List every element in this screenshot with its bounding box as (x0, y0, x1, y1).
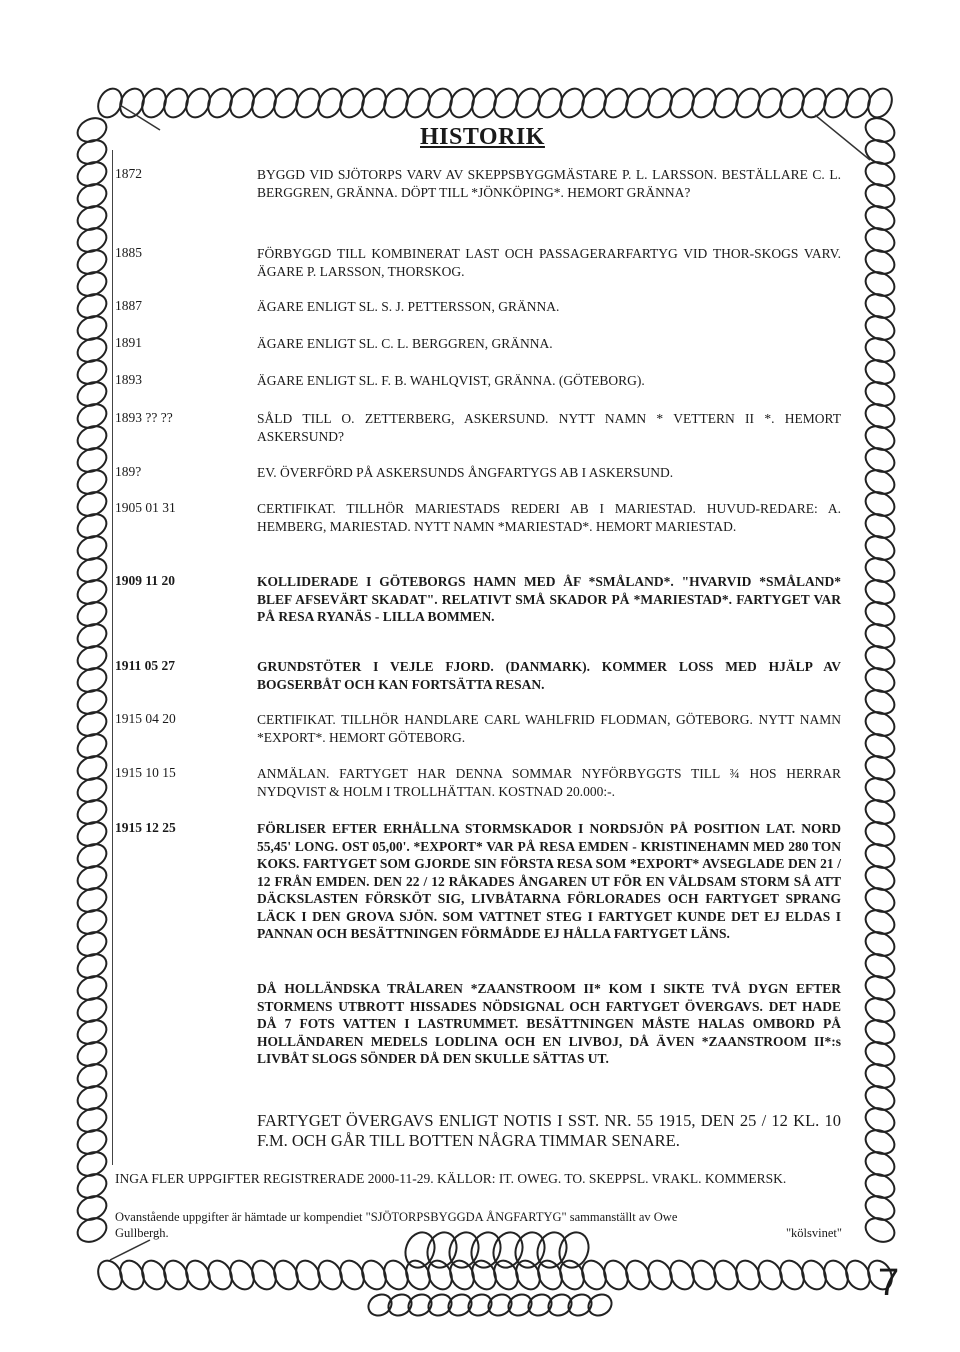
entry-text: SÅLD TILL O. ZETTERBERG, ASKERSUND. NYTT NAMN * VETTERN II *. HEMORT ASKERSUND? (257, 411, 841, 444)
entry-date: 1915 12 25 (115, 820, 176, 835)
credit-line: Ovanstående uppgifter är hämtade ur kompendiet "SJÖTORPSBYGGDA ÅNGFARTYG" sammanställt av Owe (115, 1210, 678, 1224)
entry-date: 1887 (115, 298, 142, 313)
page-title: HISTORIK (420, 124, 545, 150)
entry-text: FÖRLISER EFTER ERHÅLLNA STORMSKADOR I NORDSJÖN PÅ POSITION LAT. NORD 55,45' LONG. OST 05,00'. *EXPORT* VAR PÅ RESA EMDEN - KRISTINEHAMN MED 280 TON KOKS. FARTYGET SOM GJORDE SIN FÖRSTA RESA SOM *EXPORT* AVSEGLADE DEN 21 / 12 FRÅN EMDEN. DEN 22 / 12 RÅKADES ÅNGAREN UT FÖR EN VÅLDSAM STORM SÅ ATT DÄCKSLASTEN FÖRSKÖT SIG, LIVBÅTARNA FÖRLORADES OCH FARTYGET SPRANG LÄCK I DEN GROVA SJÖN. SOM VATTNET STEG I FARTYGET KUNDE DET EJ ELDAS I PANNAN OCH BESÄTTNINGEN FÖRMÅDDE EJ HÅLLA FARTYGET LÄNS. (257, 821, 841, 941)
entry-date: 1893 ?? ?? (115, 410, 173, 425)
credit-name: Gullbergh. (115, 1226, 169, 1240)
entry-text: KOLLIDERADE I GÖTEBORGS HAMN MED ÅF *SMÅLAND*. "HVARVID *SMÅLAND* BLEF AFSEVÄRT SKADAT". RELATIVT SMÅ SKADOR PÅ *MARIESTAD*. FARTYGET VAR PÅ RESA RYANÄS - LILLA BOMMEN. (257, 574, 841, 624)
entry-date: 1885 (115, 245, 142, 260)
entry-date: 1905 01 31 (115, 500, 176, 515)
entry-date: 189? (115, 464, 142, 479)
entry-date: 1872 (115, 166, 142, 181)
page-number: 7 (878, 1262, 900, 1304)
entry-text: EV. ÖVERFÖRD PÅ ASKERSUNDS ÅNGFARTYGS AB I ASKERSUND. (257, 465, 674, 480)
credit-nickname: "kölsvinet" (785, 1226, 842, 1240)
entry-date: 1893 (115, 372, 142, 387)
entry-text: GRUNDSTÖTER I VEJLE FJORD. (DANMARK). KOMMER LOSS MED HJÄLP AV BOGSERBÅT OCH KAN FORTSÄTTA RESAN. (257, 659, 841, 692)
entry-date: 1915 04 20 (115, 711, 176, 726)
entry-date: 1911 05 27 (115, 658, 176, 673)
entry-date: 1909 11 20 (115, 573, 176, 588)
entry-text: FÖRBYGGD TILL KOMBINERAT LAST OCH PASSAGERARFARTYG VID THOR-SKOGS VARV. ÄGARE P. LARSSON, THORSKOG. (257, 246, 841, 279)
credit-note (115, 1209, 842, 1241)
entry-text: CERTIFIKAT. TILLHÖR HANDLARE CARL WAHLFRID FLODMAN, GÖTEBORG. NYTT NAMN *EXPORT*. HEMORT GÖTEBORG. (257, 712, 841, 745)
entry-text: ÄGARE ENLIGT SL. F. B. WAHLQVIST, GRÄNNA. (GÖTEBORG). (257, 373, 645, 388)
entry-text: BYGGD VID SJÖTORPS VARV AV SKEPPSBYGGMÄSTARE P. L. LARSSON. BESTÄLLARE C. L. BERGGREN, GRÄNNA. DÖPT TILL *JÖNKÖPING*. HEMORT GRÄNNA? (257, 167, 841, 200)
entry-text: CERTIFIKAT. TILLHÖR MARIESTADS REDERI AB I MARIESTAD. HUVUD-REDARE: A. HEMBERG, MARIESTAD. NYTT NAMN *MARIESTAD*. HEMORT MARIESTAD. (257, 501, 841, 534)
sources-note: INGA FLER UPPGIFTER REGISTRERADE 2000-11-29. KÄLLOR: IT. OWEG. TO. SKEPPSL. VRAKL. KOMMERSK. (115, 1171, 787, 1186)
date-column-divider (112, 150, 113, 1165)
entry-date: 1915 10 15 (115, 765, 176, 780)
entry-text: ANMÄLAN. FARTYGET HAR DENNA SOMMAR NYFÖRBYGGTS TILL ¾ HOS HERRAR NYDQVIST & HOLM I TROLLHÄTTAN. KOSTNAD 20.000:-. (257, 766, 841, 799)
final-note-text: FARTYGET ÖVERGAVS ENLIGT NOTIS I SST. NR. 55 1915, DEN 25 / 12 KL. 10 F.M. OCH GÅR TILL BOTTEN NÅGRA TIMMAR SENARE. (257, 1111, 841, 1150)
entry-text: ÄGARE ENLIGT SL. C. L. BERGGREN, GRÄNNA. (257, 336, 553, 351)
entry-date: 1891 (115, 335, 142, 350)
credit-signature (115, 1225, 842, 1241)
entry-text-continued: DÅ HOLLÄNDSKA TRÅLAREN *ZAANSTROOM II* KOM I SIKTE TVÅ DYGN EFTER STORMENS UTBROTT HISSADES NÖDSIGNAL OCH FARTYGET ÖVERGAVS. DET HADE DÅ 7 FOTS VATTEN I LASTRUMMET. BESÄTTNINGEN MÅSTE HALAS OMBORD PÅ HOLLÄNDAREN MEDELS LODLINA OCH EN LIVBOJ, DÅ ÄVEN *ZAANSTROOM II*:s LIVBÅT SLOGS SÖNDER DÅ DEN SKULLE SÄTTAS UT. (257, 981, 841, 1066)
entry-text: ÄGARE ENLIGT SL. S. J. PETTERSSON, GRÄNNA. (257, 299, 560, 314)
